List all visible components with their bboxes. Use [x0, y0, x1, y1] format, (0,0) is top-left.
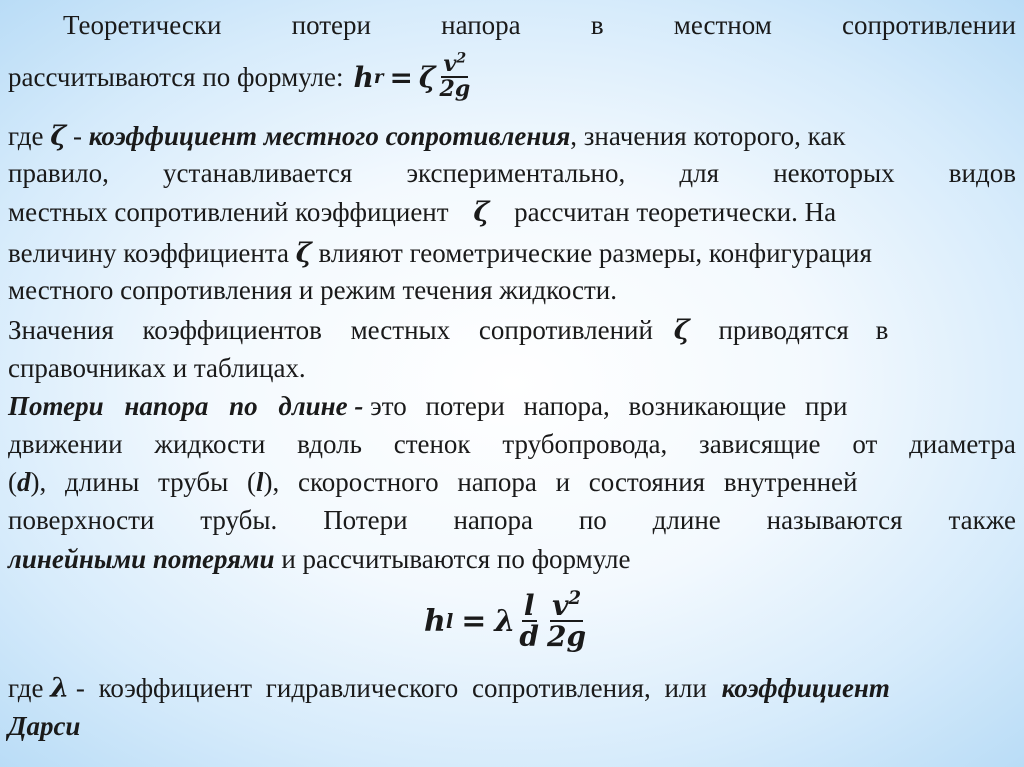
p4-line-2 — [8, 428, 1016, 460]
term-local-resistance-coefficient: коэффициент местного сопротивления — [88, 121, 571, 151]
word: зависящие — [699, 429, 821, 459]
word: диаметра — [909, 429, 1016, 459]
word: устанавливается — [163, 158, 353, 188]
formula-local-loss: h r = ζ $\frac{v^2}{2g}$ — [353, 50, 471, 102]
word: правило, — [8, 158, 109, 188]
word: некоторых — [773, 158, 895, 188]
word: в — [590, 10, 604, 40]
p2-line-2 — [8, 157, 1016, 189]
p2-line-1: где ζ - коэффициент местного сопротивления, значения которого, как — [8, 121, 846, 152]
formula-intro-text: рассчитываются по формуле: — [8, 61, 344, 92]
word: видов — [948, 158, 1016, 188]
p3-line-1: Значения коэффициентов местных сопротивлений ζ приводятся в — [8, 315, 889, 346]
word: называются — [766, 505, 903, 535]
p1-line-1 — [8, 9, 1016, 41]
word: напора — [453, 505, 533, 535]
word: сопротивлении — [841, 10, 1016, 40]
term-head-loss-along-length: Потери напора по длине — [8, 391, 348, 421]
p4-line-4 — [8, 504, 1016, 536]
word: Теоретически — [63, 10, 222, 40]
word: трубопровода, — [502, 429, 668, 459]
term-linear-losses: линейными потерями — [8, 544, 275, 574]
p4-line-5: линейными потерями и рассчитываются по формуле — [8, 544, 631, 574]
word: вдоль — [297, 429, 362, 459]
word: движении — [8, 429, 123, 459]
term-darcy-coefficient: коэффициент — [721, 673, 890, 703]
word: стенок — [393, 429, 471, 459]
word: местном — [673, 10, 772, 40]
formula-local-loss-line — [8, 42, 474, 112]
word: трубы. — [200, 505, 278, 535]
p2-line-4: величину коэффициента ζ влияют геометрические размеры, конфигурация — [8, 238, 872, 269]
word: для — [679, 158, 720, 188]
word: поверхности — [8, 505, 155, 535]
p4-line-3: (d), длины трубы (l), скоростного напора и состояния внутренней — [8, 467, 858, 497]
word: Потери — [323, 505, 408, 535]
term-darcy: Дарси — [8, 711, 81, 741]
p2-line-5: местного сопротивления и режим течения жидкости. — [8, 275, 617, 305]
fraction-velocity-head: $\frac{v^2}{2g}$ — [547, 587, 587, 653]
word: экспериментально, — [406, 158, 626, 188]
word: по — [578, 505, 607, 535]
p2-line-3: местных сопротивлений коэффициент ζ рассчитан теоретически. На — [8, 197, 837, 228]
p3-line-2: справочниках и таблицах. — [8, 353, 306, 383]
word: длине — [652, 505, 721, 535]
word: жидкости — [154, 429, 266, 459]
word: напора — [441, 10, 521, 40]
fraction-length-diameter: $\frac{l}{d}$ — [519, 588, 539, 653]
p5-line-2 — [8, 710, 1016, 742]
word: потери — [291, 10, 371, 40]
word: от — [852, 429, 878, 459]
p5-line-1: где λ - коэффициент гидравлического сопротивления, или коэффициент — [8, 673, 890, 704]
fraction: $\frac{v^2}{2g}$ — [439, 50, 471, 102]
formula-linear-loss: h l = λ $\frac{l}{d}$ $\frac{v^2}{2g}$ — [424, 587, 587, 653]
word: также — [948, 505, 1016, 535]
p4-line-1: Потери напора по длине - это потери напора, возникающие при — [8, 391, 848, 421]
